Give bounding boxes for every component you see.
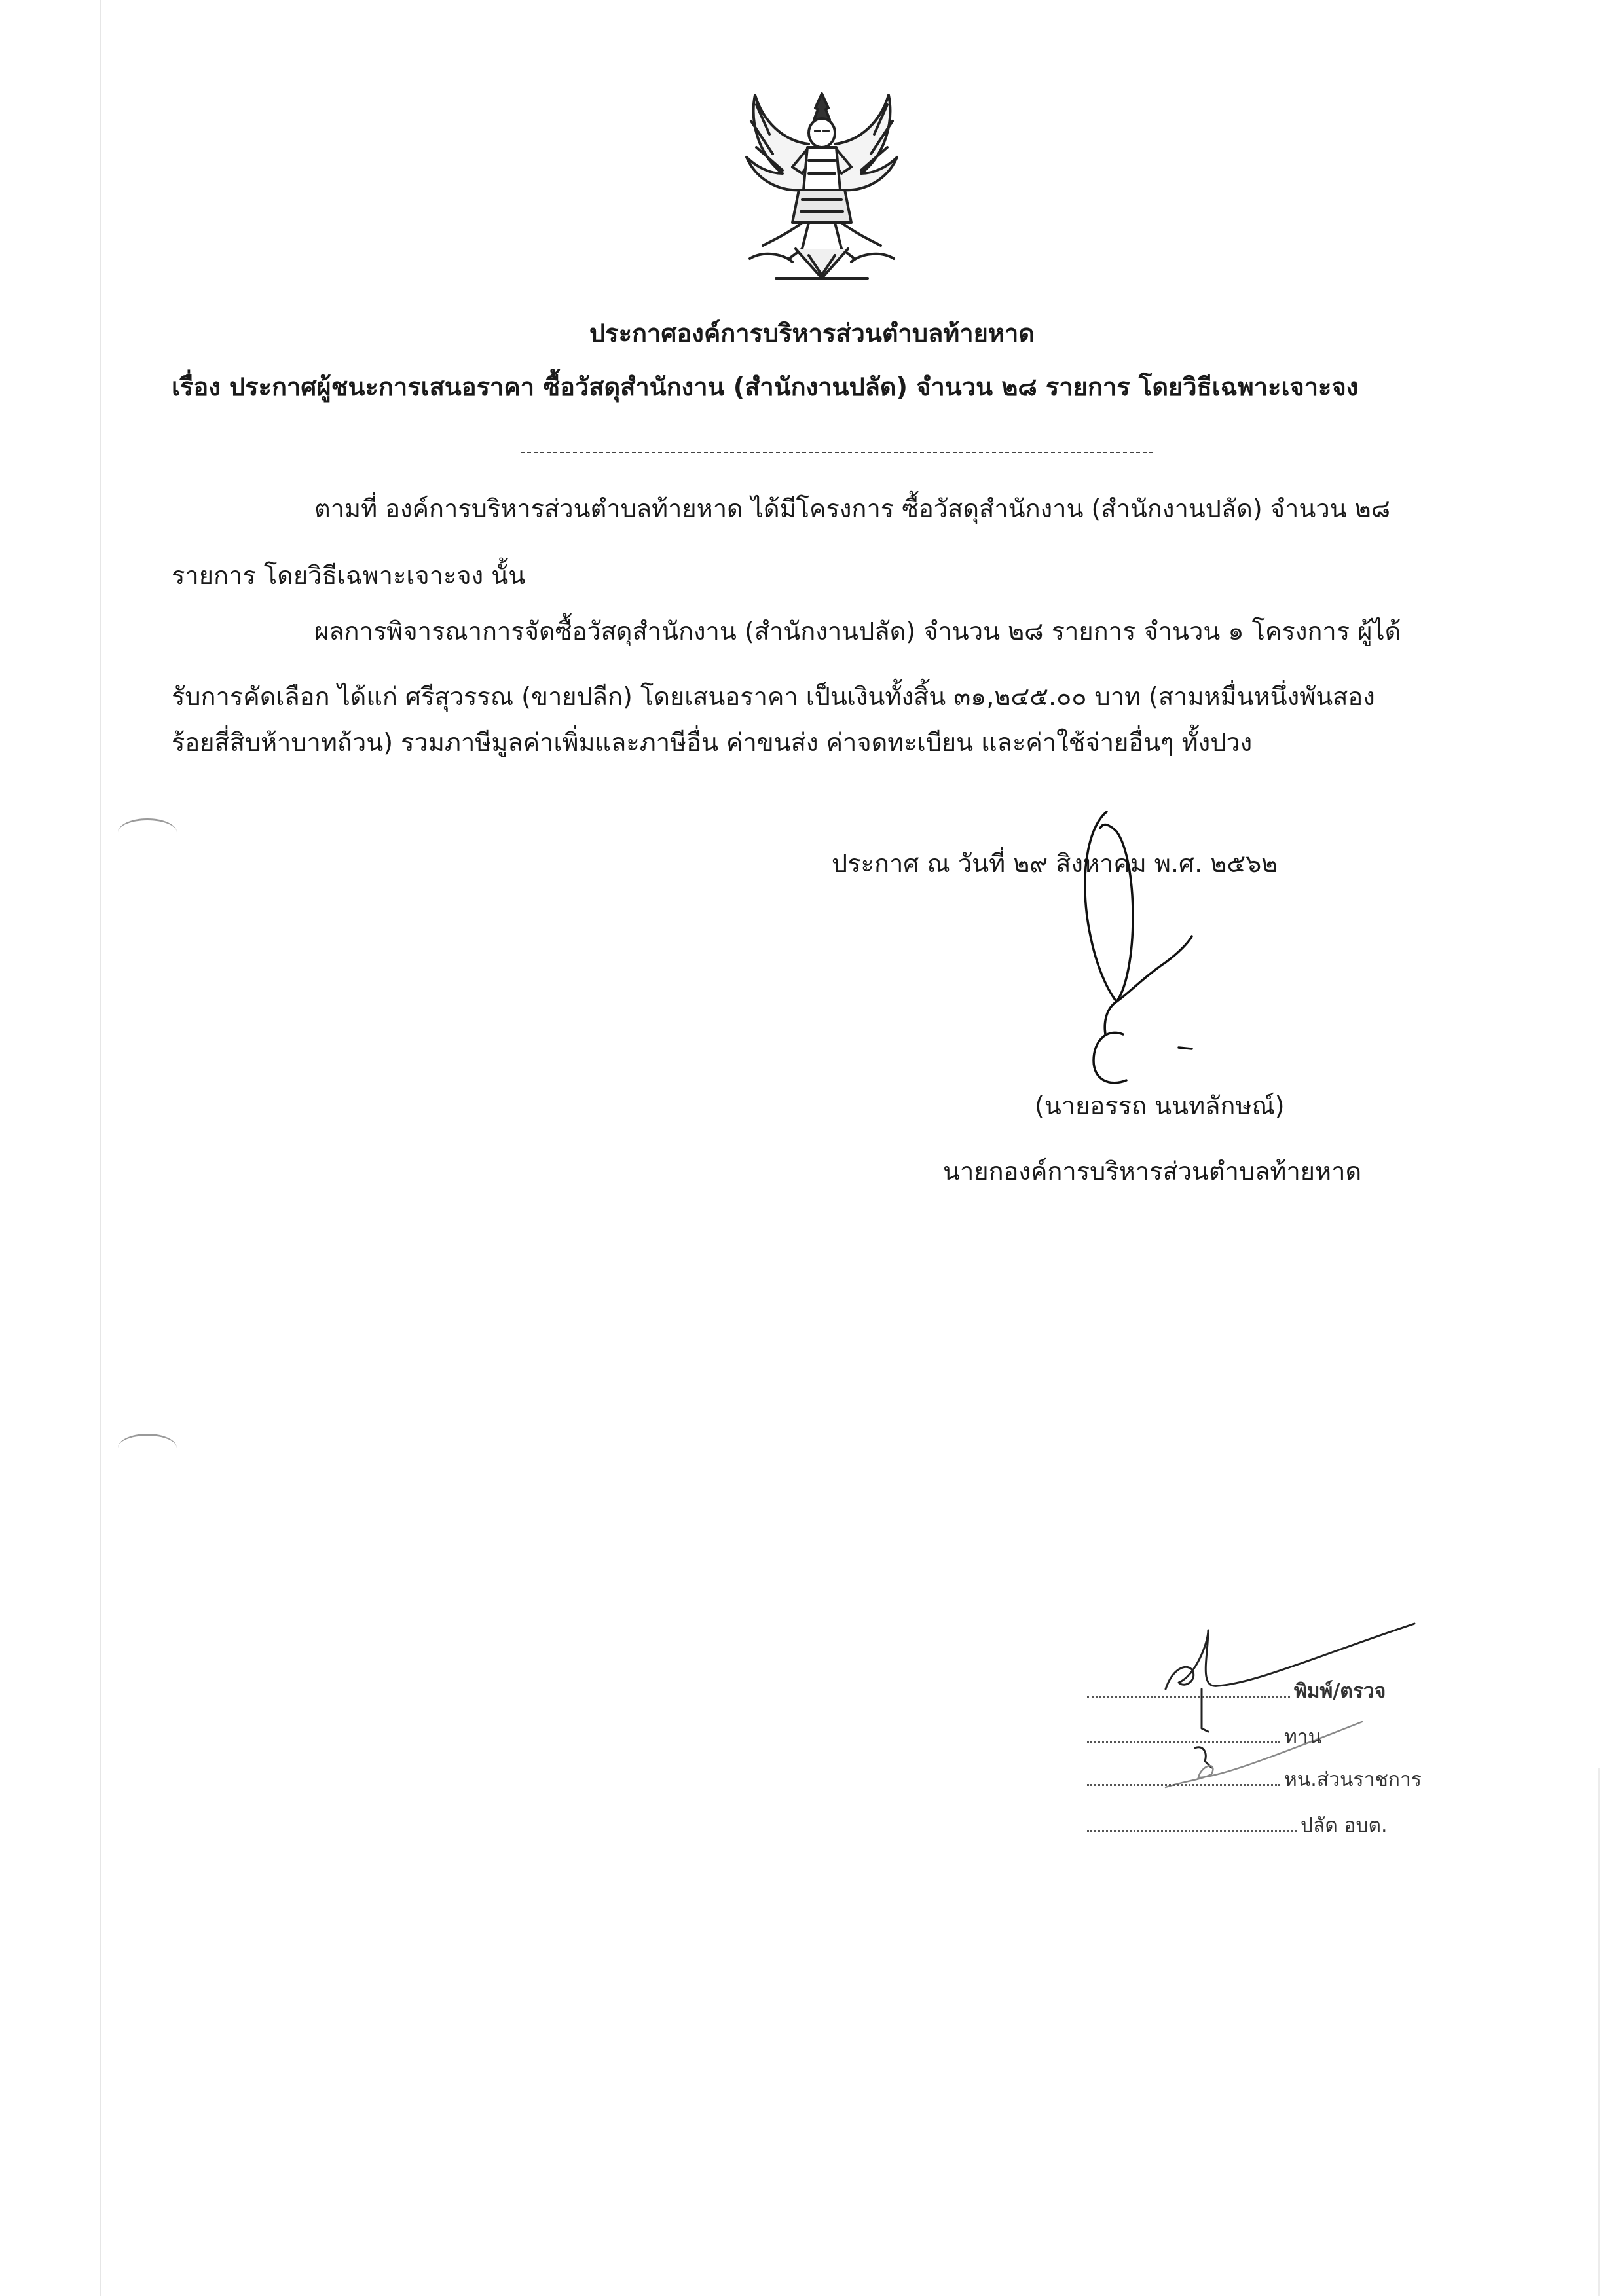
- issuer-title: ประกาศองค์การบริหารส่วนตำบลท้ายหาด: [589, 319, 1035, 348]
- dotted-line: [1087, 1784, 1280, 1786]
- initial-label: พิมพ์/ตรวจ: [1294, 1680, 1386, 1703]
- dotted-line: [1087, 1696, 1290, 1698]
- initial-label: ทาน: [1284, 1726, 1322, 1749]
- garuda-emblem-icon: [710, 82, 933, 291]
- punch-hole-mark: [118, 1434, 177, 1462]
- announcement-date: ประกาศ ณ วันที่ ๒๙ สิงหาคม พ.ศ. ๒๕๖๒: [832, 849, 1278, 878]
- initial-label: ปลัด อบต.: [1301, 1814, 1388, 1837]
- initial-row: [1087, 1722, 1321, 1753]
- dotted-line: [1087, 1830, 1297, 1832]
- handwritten-signature-icon: [1028, 805, 1251, 1093]
- initial-row: [1087, 1764, 1422, 1795]
- initial-row: [1087, 1676, 1386, 1707]
- body-text-line: รับการคัดเลือก ได้แก่ ศรีสุวรรณ (ขายปลีก) โดยเสนอราคา เป็นเงินทั้งสิ้น ๓๑,๒๔๕.๐๐ บาท (สามหมื่นหนึ่งพันสอง: [172, 682, 1375, 711]
- body-text-line: ผลการพิจารณาการจัดซื้อวัสดุสำนักงาน (สำนักงานปลัด) จำนวน ๒๘ รายการ จำนวน ๑ โครงการ ผู้ได้: [314, 617, 1401, 646]
- signer-name: (นายอรรถ นนทลักษณ์): [1035, 1091, 1285, 1120]
- body-text-line: รายการ โดยวิธีเฉพาะเจาะจง นั้น: [172, 561, 526, 590]
- punch-hole-mark: [118, 818, 177, 847]
- scan-right-edge: [1598, 1768, 1600, 2296]
- divider: [521, 452, 1153, 453]
- signer-position: นายกองค์การบริหารส่วนตำบลท้ายหาด: [943, 1157, 1362, 1186]
- body-text-line: ร้อยสี่สิบห้าบาทถ้วน) รวมภาษีมูลค่าเพิ่มและภาษีอื่น ค่าขนส่ง ค่าจดทะเบียน และค่าใช้จ่ายอื่นๆ ทั้งปวง: [172, 728, 1253, 757]
- body-text-line: ตามที่ องค์การบริหารส่วนตำบลท้ายหาด ได้มีโครงการ ซื้อวัสดุสำนักงาน (สำนักงานปลัด) จำนวน ๒๘: [314, 494, 1391, 523]
- initial-label: หน.ส่วนราชการ: [1284, 1768, 1422, 1791]
- initial-row: [1087, 1810, 1388, 1841]
- dotted-line: [1087, 1741, 1280, 1743]
- subject-line: เรื่อง ประกาศผู้ชนะการเสนอราคา ซื้อวัสดุสำนักงาน (สำนักงานปลัด) จำนวน ๒๘ รายการ โดยวิธีเฉพาะเจาะจง: [172, 373, 1359, 401]
